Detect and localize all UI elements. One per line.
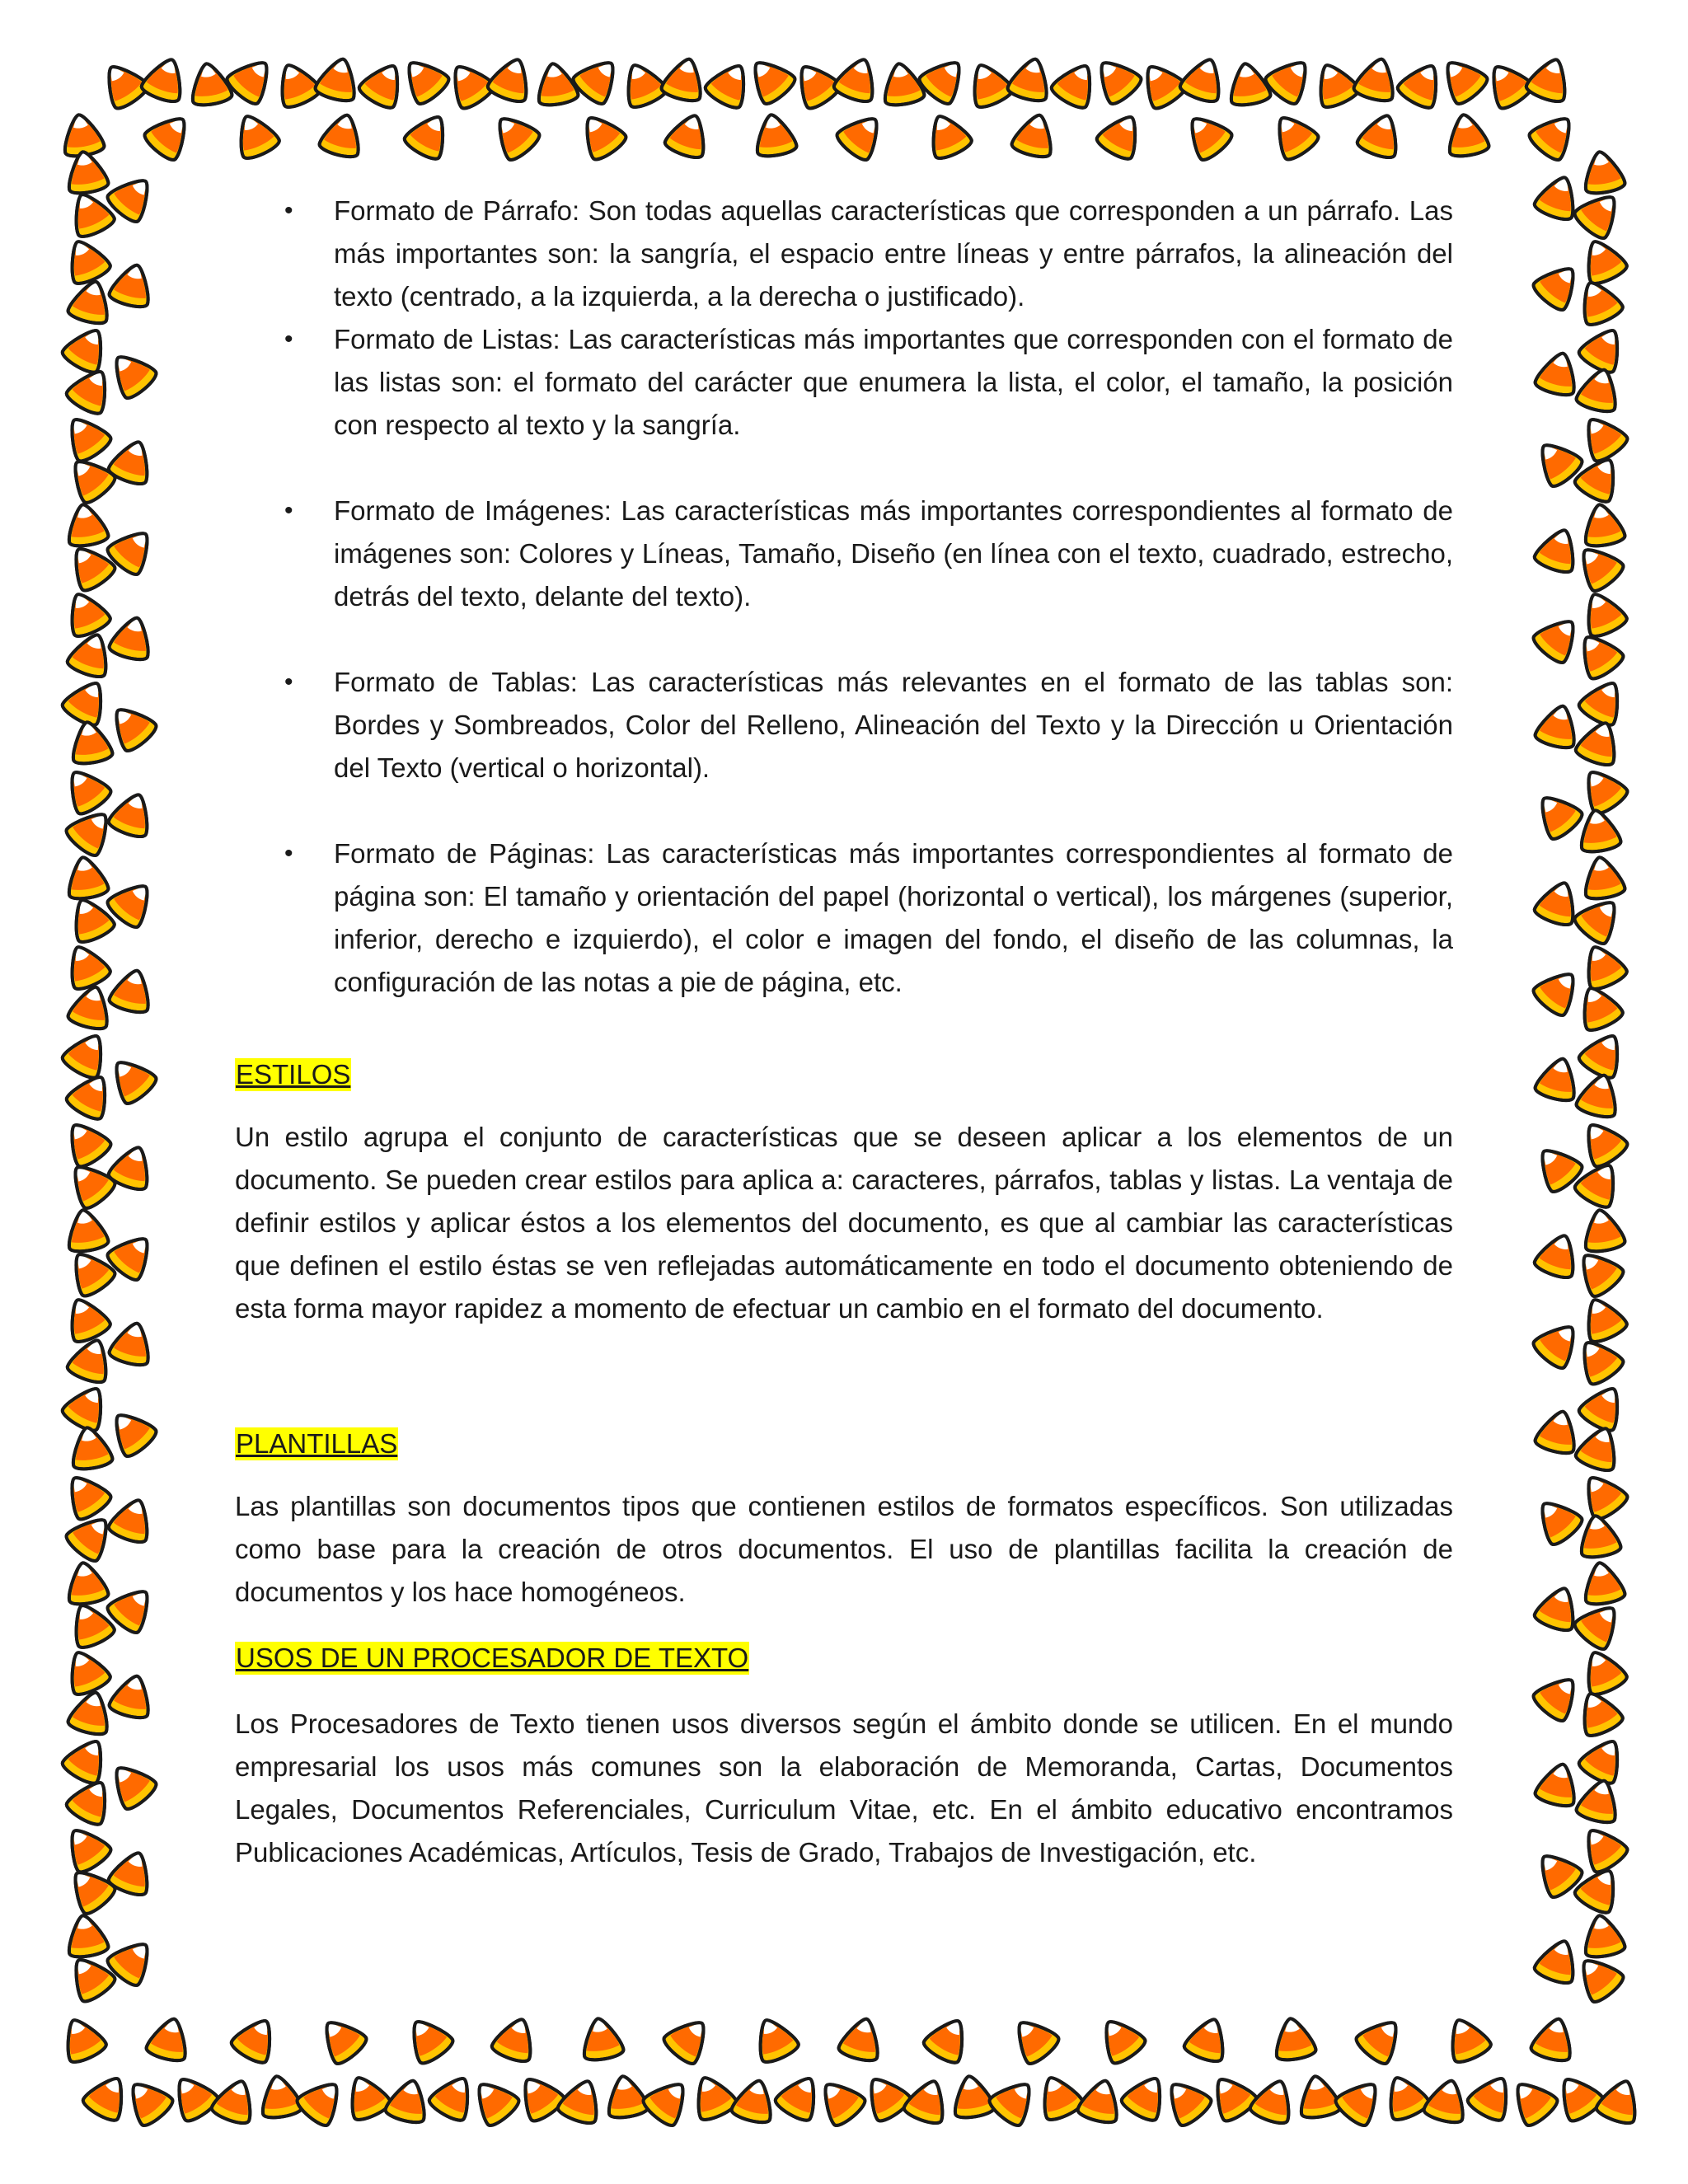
candy-corn-icon <box>1574 1467 1630 1523</box>
candy-corn-icon <box>1574 1114 1630 1170</box>
candy-corn-icon <box>1296 2073 1342 2120</box>
section-usos <box>235 1642 1453 1874</box>
candy-corn-icon <box>556 2074 607 2126</box>
candy-corn-icon <box>742 51 799 108</box>
candy-corn-icon <box>987 2073 1043 2130</box>
candy-corn-icon <box>270 57 322 110</box>
candy-corn-icon <box>318 110 367 160</box>
candy-corn-icon <box>490 2013 541 2064</box>
candy-corn-icon <box>59 1732 114 1787</box>
candy-corn-icon <box>832 53 883 105</box>
candy-corn-icon <box>1576 939 1629 992</box>
candy-corn-icon <box>772 2069 827 2124</box>
candy-corn-icon <box>59 321 114 376</box>
candy-corn-icon <box>748 2012 800 2065</box>
candy-corn-icon <box>80 2069 134 2124</box>
candy-corn-icon <box>1092 2011 1148 2067</box>
candy-corn-icon <box>63 501 110 548</box>
candy-corn-icon <box>224 51 281 108</box>
candy-corn-icon <box>400 2011 456 2067</box>
candy-corn-icon <box>108 260 157 310</box>
candy-corn-icon <box>533 60 579 107</box>
section-paragraph: Un estilo agrupa el conjunto de características que se deseen aplicar a los elementos de un documento. Se pueden crear estilos para aplica a: caracteres, párrafos, tablas y listas. La ventaja de definir estilos y aplicar éstos a los elementos del documento, es que al cambiar las características que definen el estilo éstas se ven reflejadas automáticamente en todo el documento obteniendo de esta forma mayor rapidez a momento de efectuar un cambio en el formato del documento. <box>235 1122 1453 1324</box>
candy-corn-icon <box>1534 701 1582 751</box>
candy-corn-icon <box>340 2069 392 2123</box>
candy-corn-icon <box>257 2073 303 2120</box>
candy-corn-icon <box>59 1291 112 1345</box>
candy-corn-icon <box>314 54 363 104</box>
candy-corn-icon <box>384 2076 433 2125</box>
candy-corn-icon <box>1531 1315 1587 1372</box>
candy-corn-icon <box>58 409 114 465</box>
candy-corn-icon <box>1226 60 1272 107</box>
candy-corn-icon <box>1182 2013 1233 2064</box>
candy-corn-icon <box>58 1820 114 1876</box>
section-heading: USOS DE UN PROCESADOR DE TEXTO <box>236 1643 749 1673</box>
candy-corn-icon <box>1265 107 1321 163</box>
candy-corn-icon <box>59 586 112 640</box>
candy-corn-icon <box>65 1333 116 1385</box>
candy-corn-icon <box>1532 523 1583 575</box>
candy-corn-icon <box>59 1379 114 1434</box>
candy-corn-icon <box>917 51 973 108</box>
candy-corn-icon <box>466 2073 523 2130</box>
candy-corn-icon <box>142 107 199 164</box>
list-item <box>235 190 1453 318</box>
candy-corn-icon <box>1504 2073 1561 2130</box>
candy-corn-icon <box>1006 2011 1062 2068</box>
candy-corn-icon <box>1534 349 1582 398</box>
candy-corn-icon <box>1529 786 1586 843</box>
candy-corn-icon <box>1580 1912 1626 1959</box>
section-estilos <box>235 1058 1453 1330</box>
candy-corn-icon <box>63 1207 110 1254</box>
candy-corn-icon <box>356 56 410 111</box>
list-item-text: Formato de Tablas: Las características más relevantes en el formato de las tablas son: Bordes y Sombreados, Color del Relleno, Alineación del Texto y la Dirección u Orientación del Texto (vertical o horizontal). <box>334 667 1453 783</box>
candy-corn-icon <box>108 613 157 663</box>
candy-corn-icon <box>1308 57 1361 110</box>
candy-corn-icon <box>139 53 190 105</box>
candy-corn-icon <box>68 1424 114 1471</box>
candy-corn-icon <box>58 1467 114 1523</box>
candy-corn-icon <box>570 51 627 108</box>
candy-corn-icon <box>1434 51 1491 108</box>
candy-corn-icon <box>68 719 114 766</box>
candy-corn-icon <box>1576 673 1630 729</box>
section-heading: PLANTILLAS <box>236 1428 398 1459</box>
candy-corn-icon <box>950 2073 996 2120</box>
candy-corn-icon <box>1576 233 1629 287</box>
candy-corn-icon <box>103 1051 160 1108</box>
candy-corn-icon <box>1532 1934 1583 1986</box>
bullet-icon: • <box>284 840 293 867</box>
candy-corn-icon <box>812 2073 869 2130</box>
candy-corn-icon <box>1353 2011 1410 2068</box>
candy-corn-icon <box>67 1688 115 1737</box>
candy-corn-icon <box>1006 54 1055 104</box>
section-plantillas <box>235 1427 1453 1614</box>
candy-corn-icon <box>103 1756 160 1813</box>
candy-corn-icon <box>857 2069 913 2125</box>
document-body <box>235 190 1453 1874</box>
candy-corn-icon <box>187 60 233 107</box>
candy-corn-icon <box>1580 854 1626 901</box>
candy-corn-icon <box>106 1493 157 1545</box>
candy-corn-icon <box>1526 107 1583 164</box>
candy-corn-icon <box>616 57 668 110</box>
candy-corn-icon <box>55 2012 108 2065</box>
candy-corn-icon <box>228 108 281 162</box>
candy-corn-icon <box>63 854 110 901</box>
candy-corn-icon <box>67 982 115 1032</box>
candy-corn-icon <box>579 2015 625 2062</box>
candy-corn-icon <box>1580 148 1626 195</box>
candy-corn-icon <box>108 966 157 1015</box>
candy-corn-icon <box>511 2069 567 2125</box>
candy-corn-icon <box>1576 1644 1629 1698</box>
candy-corn-icon <box>1118 2069 1173 2124</box>
candy-corn-icon <box>1076 2076 1125 2125</box>
candy-corn-icon <box>1158 2073 1215 2130</box>
candy-corn-icon <box>65 628 116 680</box>
candy-corn-icon <box>108 1319 157 1368</box>
section-heading: ESTILOS <box>236 1059 351 1090</box>
candy-corn-icon <box>1524 53 1575 105</box>
list-item-text: Formato de Páginas: Las características más importantes correspondientes al formato de página son: El tamaño y orientación del papel (horizontal o vertical), los márgenes (superior, inferior, derecho e izquierdo), el color e imagen del fondo, el diseño de las columnas, la configuración de las notas a pie de página, etc. <box>334 838 1453 997</box>
candy-corn-icon <box>1575 1776 1624 1825</box>
candy-corn-icon <box>1094 107 1148 162</box>
candy-corn-icon <box>1580 1207 1626 1254</box>
candy-corn-icon <box>63 1912 110 1959</box>
candy-corn-icon <box>661 2011 718 2068</box>
candy-corn-icon <box>426 2069 481 2124</box>
candy-corn-icon <box>59 233 112 287</box>
section-paragraph: Los Procesadores de Texto tienen usos diversos según el ámbito donde se utilicen. En el mundo empresarial los usos más comunes son la elaboración de Memoranda, Cartas, Documentos Legales, Documentos Referenciales, Curriculum Vitae, etc. En el ámbito educativo encontramos Publicaciones Académicas, Artículos, Tesis de Grado, Trabajos de Investigación, etc. <box>235 1708 1453 1868</box>
section-paragraph: Las plantillas son documentos tipos que contienen estilos de formatos específicos. Son utilizadas como base para la creación de otros documentos. El uso de plantillas facilita la creación de documentos y los hace homogéneos. <box>235 1491 1453 1607</box>
candy-corn-icon <box>902 2074 953 2126</box>
candy-corn-icon <box>921 108 973 162</box>
bullet-icon: • <box>284 668 293 696</box>
candy-corn-icon <box>1574 762 1630 818</box>
candy-corn-icon <box>58 762 114 818</box>
candy-corn-icon <box>573 107 629 163</box>
candy-corn-icon <box>1531 610 1587 667</box>
candy-corn-icon <box>106 788 157 840</box>
candy-corn-icon <box>1576 1291 1629 1345</box>
candy-corn-icon <box>1575 1071 1624 1120</box>
candy-corn-icon <box>1010 110 1059 160</box>
candy-corn-icon <box>1534 1407 1582 1456</box>
candy-corn-icon <box>145 2014 194 2064</box>
candy-corn-icon <box>1465 2069 1519 2124</box>
bullet-icon: • <box>284 326 293 353</box>
candy-corn-icon <box>1576 586 1629 640</box>
candy-corn-icon <box>1395 56 1449 111</box>
candy-corn-icon <box>1576 321 1630 376</box>
candy-corn-icon <box>663 109 714 161</box>
candy-corn-icon <box>1355 109 1406 161</box>
candy-corn-icon <box>401 107 456 162</box>
candy-corn-icon <box>1248 2074 1299 2126</box>
candy-corn-icon <box>1574 409 1630 465</box>
list-item-text: Formato de Párrafo: Son todas aquellas características que corresponden a un párrafo. Las más importantes son: la sangría, el espacio entre líneas y entre párrafos, la alineación del texto (centrado, a la izquierda, a la derecha o justificado). <box>334 195 1453 312</box>
candy-corn-icon <box>879 60 926 107</box>
candy-corn-icon <box>1576 1732 1630 1787</box>
candy-corn-icon <box>228 2011 283 2066</box>
candy-corn-icon <box>1440 2012 1493 2065</box>
format-list <box>235 190 1453 1004</box>
candy-corn-icon <box>1048 56 1103 111</box>
candy-corn-icon <box>313 2011 370 2068</box>
candy-corn-icon <box>962 57 1015 110</box>
candy-corn-icon <box>921 2011 975 2066</box>
candy-corn-icon <box>1576 1026 1630 1081</box>
candy-corn-icon <box>1088 51 1145 108</box>
list-item-text: Formato de Imágenes: Las características más importantes correspondientes al formato de imágenes son: Colores y Líneas, Tamaño, Diseño (en línea con el texto, cuadrado, estrecho, detrás del texto, delante del texto). <box>334 495 1453 612</box>
candy-corn-icon <box>640 2073 697 2130</box>
candy-corn-icon <box>1576 1379 1630 1434</box>
candy-corn-icon <box>1534 1760 1582 1809</box>
candy-corn-icon <box>108 1671 157 1721</box>
list-item <box>235 490 1453 618</box>
candy-corn-icon <box>1531 963 1587 1019</box>
candy-corn-icon <box>103 345 160 402</box>
candy-corn-icon <box>1580 501 1626 548</box>
candy-corn-icon <box>1534 1054 1582 1104</box>
candy-corn-icon <box>1550 2069 1606 2125</box>
candy-corn-icon <box>59 673 114 729</box>
candy-corn-icon <box>834 107 891 164</box>
bullet-icon: • <box>284 497 293 524</box>
candy-corn-icon <box>485 53 537 105</box>
candy-corn-icon <box>837 2014 886 2064</box>
candy-corn-icon <box>1574 1820 1630 1876</box>
candy-corn-icon <box>752 111 798 158</box>
candy-corn-icon <box>165 2069 221 2125</box>
candy-corn-icon <box>486 107 543 164</box>
candy-corn-icon <box>58 1114 114 1170</box>
candy-corn-icon <box>67 277 115 326</box>
candy-corn-icon <box>1333 2073 1390 2130</box>
list-item <box>235 832 1453 1004</box>
candy-corn-icon <box>1444 111 1490 158</box>
candy-corn-icon <box>120 2073 176 2130</box>
candy-corn-icon <box>1378 2069 1431 2123</box>
list-item-text: Formato de Listas: Las características más importantes que corresponden con el formato de las listas son: el formato del carácter que enumera la lista, el color, el tamaño, la posición con respecto al texto y la sangría. <box>334 324 1453 440</box>
candy-corn-icon <box>1573 716 1625 768</box>
candy-corn-icon <box>1532 1229 1583 1281</box>
candy-corn-icon <box>1178 53 1229 105</box>
candy-corn-icon <box>1580 1559 1626 1606</box>
candy-corn-icon <box>59 1026 114 1081</box>
candy-corn-icon <box>1530 2014 1578 2064</box>
list-item <box>235 661 1453 790</box>
candy-corn-icon <box>396 51 452 108</box>
candy-corn-icon <box>1179 107 1236 164</box>
bullet-icon: • <box>284 197 293 224</box>
candy-corn-icon <box>1423 2076 1471 2125</box>
candy-corn-icon <box>603 2073 649 2120</box>
candy-corn-icon <box>59 1644 112 1698</box>
candy-corn-icon <box>660 54 709 104</box>
candy-corn-icon <box>1531 1668 1587 1725</box>
candy-corn-icon <box>59 939 112 992</box>
candy-corn-icon <box>702 56 757 111</box>
candy-corn-icon <box>1353 54 1401 104</box>
list-item <box>235 318 1453 447</box>
candy-corn-icon <box>1203 2069 1259 2125</box>
candy-corn-icon <box>294 2073 351 2130</box>
candy-corn-icon <box>686 2069 738 2123</box>
candy-corn-icon <box>1529 1492 1586 1549</box>
candy-corn-icon <box>63 1559 110 1606</box>
candy-corn-icon <box>1594 2074 1645 2126</box>
candy-corn-icon <box>1573 1422 1625 1474</box>
candy-corn-icon <box>1531 257 1587 314</box>
candy-corn-icon <box>1271 2015 1317 2062</box>
candy-corn-icon <box>1032 2069 1085 2123</box>
candy-corn-icon <box>209 2074 260 2126</box>
candy-corn-icon <box>1575 365 1624 415</box>
candy-corn-icon <box>730 2076 779 2125</box>
candy-corn-icon <box>1263 51 1320 108</box>
